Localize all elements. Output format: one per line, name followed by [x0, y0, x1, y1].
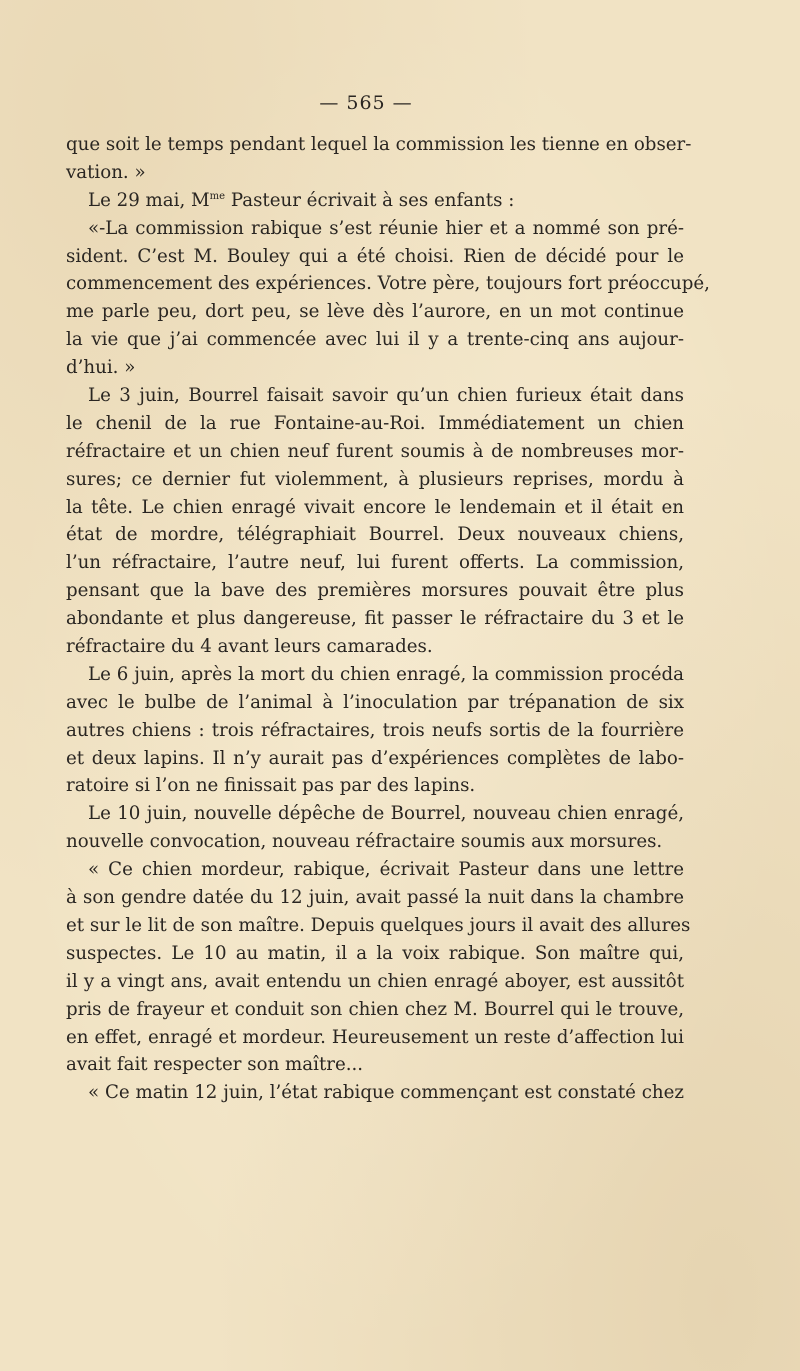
text-line: Le 10 juin, nouvelle dépêche de Bourrel, nouveau chien enragé, — [88, 803, 684, 825]
text-line: pris de frayeur et conduit son chien chez M. Bourrel qui le trouve, — [66, 998, 684, 1020]
text-line: la tête. Le chien enragé vivait encore le lendemain et il était en — [66, 496, 684, 518]
body-text — [66, 131, 710, 1107]
text-line: réfractaire et un chien neuf furent soumis à de nombreuses mor- — [66, 440, 684, 462]
text-line: avec le bulbe de l’animal à l’inoculation par trépanation de six — [66, 691, 684, 713]
text-line: que soit le temps pendant lequel la commission les tienne en obser- — [66, 134, 692, 155]
text-line: Le 3 juin, Bourrel faisait savoir qu’un chien furieux était dans — [88, 385, 684, 407]
text-line: me parle peu, dort peu, se lève dès l’aurore, en un mot continue — [66, 301, 684, 323]
text-line: la vie que j’ai commencée avec lui il y a trente-cinq ans aujour- — [66, 329, 684, 351]
text-line: vation. » — [66, 161, 146, 183]
text-line: avait fait respecter son maître... — [66, 1054, 364, 1076]
text-line: « Ce matin 12 juin, l’état rabique commençant est constaté chez — [88, 1082, 684, 1104]
page-number: — 565 — — [319, 92, 413, 114]
text-line: sident. C’est M. Bouley qui a été choisi. Rien de décidé pour le — [66, 245, 684, 267]
text-line: à son gendre datée du 12 juin, avait passé la nuit dans la chambre — [66, 887, 684, 909]
text-line: réfractaire du 4 avant leurs camarades. — [66, 636, 433, 658]
text-line: Le 6 juin, après la mort du chien enragé, la commission procéda — [88, 663, 684, 685]
text-line: en effet, enragé et mordeur. Heureusement un reste d’affection lui — [66, 1026, 684, 1048]
text-line: et sur le lit de son maître. Depuis quelques jours il avait des allures — [66, 914, 691, 936]
text-line-part: Le 29 mai, M — [88, 189, 210, 211]
text-line: le chenil de la rue Fontaine-au-Roi. Immédiatement un chien — [66, 412, 684, 434]
text-line: nouvelle convocation, nouveau réfractaire soumis aux morsures. — [66, 831, 663, 853]
text-line: abondante et plus dangereuse, fit passer le réfractaire du 3 et le — [66, 608, 684, 630]
text-line: sures; ce dernier fut violemment, à plusieurs reprises, mordu à — [66, 468, 684, 490]
text-line: autres chiens : trois réfractaires, trois neufs sortis de la fourrière — [66, 719, 684, 741]
text-line: «-La commission rabique s’est réunie hier et a nommé son pré- — [88, 217, 684, 239]
text-line: ratoire si l’on ne finissait pas par des lapins. — [66, 775, 476, 797]
text-line: suspectes. Le 10 au matin, il a la voix rabique. Son maître qui, — [66, 942, 684, 964]
superscript-text: me — [209, 190, 226, 202]
text-line: état de mordre, télégraphiait Bourrel. Deux nouveaux chiens, — [66, 524, 684, 546]
text-line: l’un réfractaire, l’autre neuf, lui furent offerts. La commission, — [66, 552, 684, 574]
text-line — [66, 187, 684, 215]
text-line: « Ce chien mordeur, rabique, écrivait Pasteur dans une lettre — [88, 859, 684, 881]
text-line: pensant que la bave des premières morsures pouvait être plus — [66, 580, 684, 602]
text-line: d’hui. » — [66, 357, 136, 379]
text-line: commencement des expériences. Votre père, toujours fort préoccupé, — [66, 273, 710, 295]
text-line: il y a vingt ans, avait entendu un chien enragé aboyer, est aussitôt — [66, 970, 684, 992]
text-line-part: Pasteur écrivait à ses enfants : — [225, 189, 515, 211]
text-line: et deux lapins. Il n’y aurait pas d’expériences complètes de labo- — [66, 747, 684, 769]
